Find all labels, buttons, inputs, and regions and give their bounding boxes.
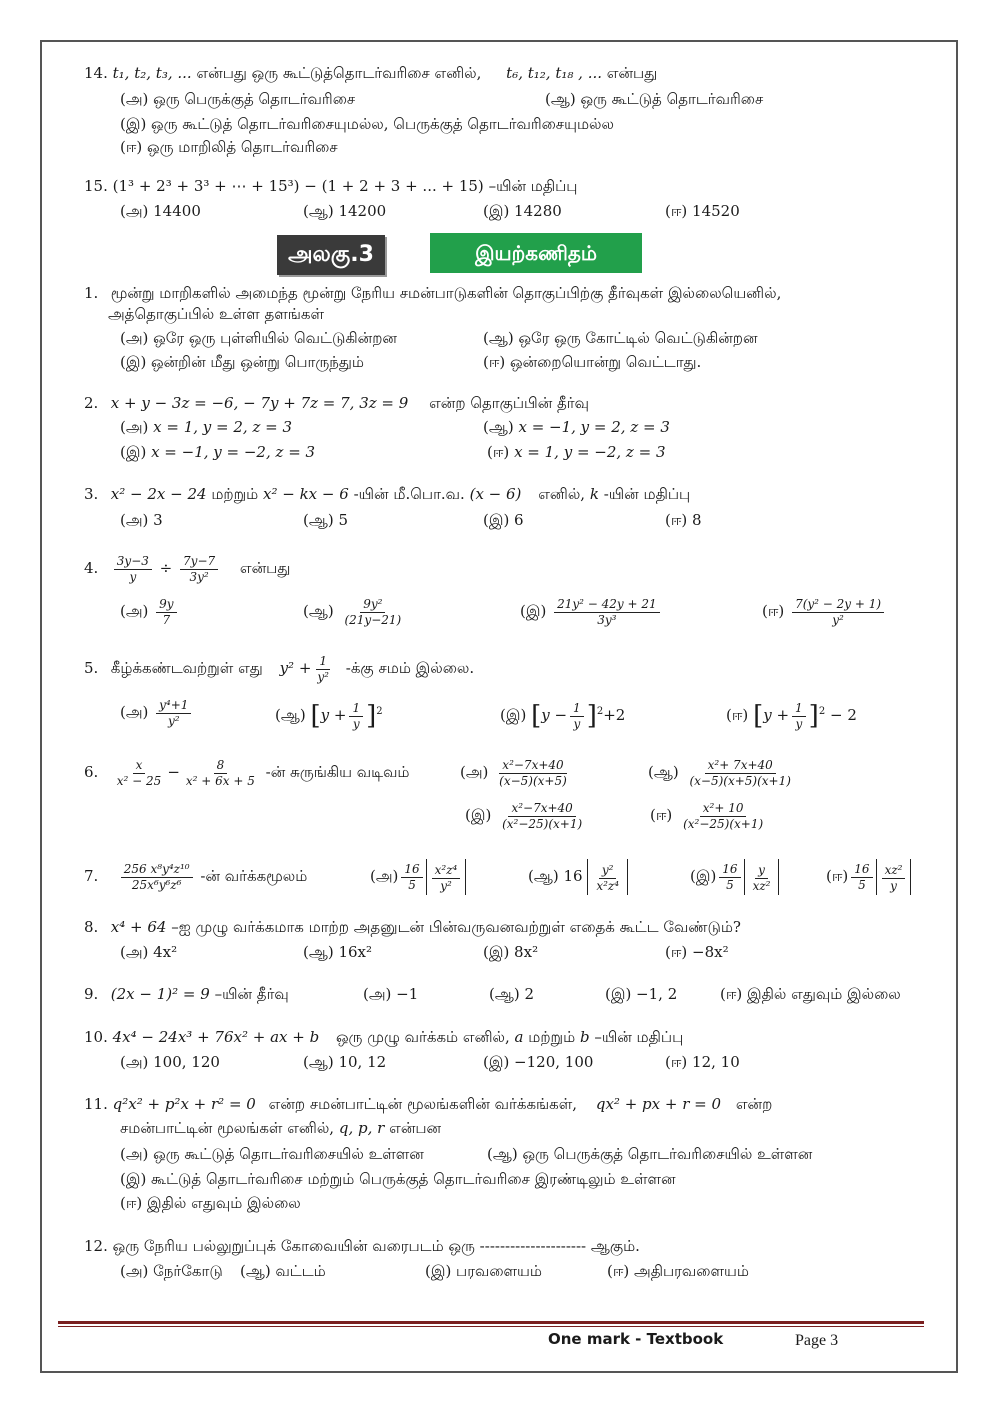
q5-option-a: (அ) $\frac{\text{y⁴+1}}{\text{y²}}$ bbox=[120, 694, 194, 730]
q6-option-d: (ஈ) $\frac{\text{x²+ 10}}{\text{(x²−25)(x+1)}}$ bbox=[650, 800, 764, 831]
q1-option-d: (ஈ) ஒன்றையொன்று வெட்டாது. bbox=[483, 353, 702, 371]
footer-label: One mark - Textbook bbox=[548, 1330, 724, 1348]
q3-option-b: (ஆ) 5 bbox=[303, 511, 348, 529]
footer-rule-thin bbox=[58, 1326, 924, 1327]
q12-option-a: (அ) நேர்கோடு bbox=[120, 1262, 223, 1280]
page-number: Page 3 bbox=[795, 1332, 839, 1349]
q10-option-c: (இ) −120, 100 bbox=[483, 1053, 594, 1071]
q4-option-b: (ஆ) $\frac{\text{9y²}}{(21y-21)}$ bbox=[303, 596, 402, 627]
q2-option-b: (ஆ) x = −1, y = 2, z = 3 bbox=[483, 418, 670, 436]
q7-option-d: (ஈ) $\frac{16}{5}$ $\frac{\text{xz²}}{y}$ bbox=[826, 858, 911, 895]
q14-option-a: (அ) ஒரு பெருக்குத் தொடர்வரிசை bbox=[120, 90, 356, 108]
q15-option-b: (ஆ) 14200 bbox=[303, 202, 387, 220]
q1-option-b: (ஆ) ஒரே ஒரு கோட்டில் வெட்டுகின்றன bbox=[483, 329, 758, 347]
q2-option-c: (இ) x = −1, y = −2, z = 3 bbox=[120, 443, 316, 461]
question-6: 6. $\frac{x}{\text{x² − 25}}$ − $\frac{8}{\text{x² + 6x + 5}}$ -ன் சுருங்கிய வடிவம் bbox=[84, 757, 410, 788]
question-8: 8. x⁴ + 64 –ஐ முழு வர்க்கமாக மாற்ற அதனுடன் பின்வருவனவற்றுள் எதைக் கூட்ட வேண்டும்? bbox=[84, 918, 741, 936]
q15-option-c: (இ) 14280 bbox=[483, 202, 562, 220]
q1-option-a: (அ) ஒரே ஒரு புள்ளியில் வெட்டுகின்றன bbox=[120, 329, 397, 347]
q7-option-a: (அ) $\frac{16}{5}$ $\frac{\text{x²z⁴}}{\text{y²}}$ bbox=[370, 858, 466, 895]
question-4: 4. $\frac{3y-3}{y}$ ÷ $\frac{7y-7}{\text{3y²}}$ என்பது bbox=[84, 553, 291, 584]
q1-stem-line2: அத்தொகுப்பில் உள்ள தளங்கள் bbox=[108, 305, 325, 323]
q8-option-b: (ஆ) 16x² bbox=[303, 943, 373, 961]
q9-option-d: (ஈ) இதில் எதுவும் இல்லை bbox=[720, 985, 901, 1003]
question-7: 7. $\frac{\text{256 x⁸y⁴z¹⁰}}{\text{25x⁶y⁶z⁶}}$ -ன் வர்க்கமூலம் bbox=[84, 861, 308, 892]
q15-option-a: (அ) 14400 bbox=[120, 202, 201, 220]
q4-option-c: (இ) $\frac{\text{21y² − 42y + 21}}{\text{3y³}}$ bbox=[520, 593, 663, 629]
question-3: 3. x² − 2x − 24 மற்றும் x² − kx − 6 -யின் மீ.பொ.வ. (x − 6) எனில், k -யின் மதிப்பு bbox=[84, 485, 691, 503]
q4-option-d: (ஈ) $\frac{\text{7(y² − 2y + 1)}}{\text{y²}}$ bbox=[762, 593, 887, 629]
chapter-title-badge: இயற்கணிதம் bbox=[430, 233, 642, 273]
q9-option-b: (ஆ) 2 bbox=[489, 985, 534, 1003]
q5-option-c: (இ) [y − $\frac{1}{y}$ ]$^2$+2 bbox=[500, 700, 626, 731]
q6-option-b: (ஆ) $\frac{\text{x²+ 7x+40}}{(x-5)(x+5)(x+1)}$ bbox=[648, 757, 791, 788]
q14-option-d: (ஈ) ஒரு மாறிலித் தொடர்வரிசை bbox=[120, 138, 338, 156]
footer-rule-thick bbox=[58, 1321, 924, 1324]
question-1: 1. மூன்று மாறிகளில் அமைந்த மூன்று நேரிய சமன்பாடுகளின் தொகுப்பிற்கு தீர்வுகள் இல்லையெனில், bbox=[84, 284, 782, 302]
q11-option-c: (இ) கூட்டுத் தொடர்வரிசை மற்றும் பெருக்குத் தொடர்வரிசை இரண்டிலும் உள்ளன bbox=[120, 1170, 676, 1188]
q6-option-c: (இ) $\frac{\text{x²−7x+40}}{\text{(x²−25)(x+1)}}$ bbox=[465, 800, 583, 831]
q9-option-c: (இ) −1, 2 bbox=[605, 985, 678, 1003]
q5-option-b: (ஆ) [y + $\frac{1}{y}$ ]$^2$ bbox=[275, 700, 383, 731]
q7-option-c: (இ) $\frac{16}{5}$ $\frac{y}{\text{xz²}}$ bbox=[690, 858, 779, 895]
question-11: 11. q²x² + p²x + r² = 0 என்ற சமன்பாட்டின் மூலங்களின் வர்க்கங்கள், qx² + px + r = 0 என்ற bbox=[84, 1095, 773, 1113]
q11-option-b: (ஆ) ஒரு பெருக்குத் தொடர்வரிசையில் உள்ளன bbox=[487, 1145, 813, 1163]
q8-option-a: (அ) 4x² bbox=[120, 943, 178, 961]
q10-option-b: (ஆ) 10, 12 bbox=[303, 1053, 387, 1071]
question-15: 15. (1³ + 2³ + 3³ + ⋯ + 15³) − (1 + 2 + 3 + ... + 15) –யின் மதிப்பு bbox=[84, 177, 578, 195]
question-10: 10. 4x⁴ − 24x³ + 76x² + ax + b ஒரு முழு வர்க்கம் எனில், a மற்றும் b –யின் மதிப்பு bbox=[84, 1028, 684, 1046]
q3-option-d: (ஈ) 8 bbox=[665, 511, 702, 529]
q4-fraction-2: $\frac{7y-7}{\text{3y²}}$ bbox=[180, 554, 218, 585]
q3-option-c: (இ) 6 bbox=[483, 511, 524, 529]
q12-option-d: (ஈ) அதிபரவளையம் bbox=[607, 1262, 749, 1280]
q15-option-d: (ஈ) 14520 bbox=[665, 202, 740, 220]
question-9: 9. (2x − 1)² = 9 –யின் தீர்வு bbox=[84, 985, 289, 1003]
question-14: 14. t₁, t₂, t₃, ... என்பது ஒரு கூட்டுத்தொடர்வரிசை எனில், t₆, t₁₂, t₁₈ , ... என்பது bbox=[84, 64, 658, 82]
q12-option-c: (இ) பரவளையம் bbox=[425, 1262, 542, 1280]
question-2: 2. x + y − 3z = −6, − 7y + 7z = 7, 3z = 9 என்ற தொகுப்பின் தீர்வு bbox=[84, 394, 589, 412]
question-5: 5. கீழ்க்கண்டவற்றுள் எது y² + $\frac{1}{\text{y²}}$ -க்கு சமம் இல்லை. bbox=[84, 653, 475, 684]
q12-option-b: (ஆ) வட்டம் bbox=[240, 1262, 326, 1280]
q11-option-d: (ஈ) இதில் எதுவும் இல்லை bbox=[120, 1194, 301, 1212]
q5-option-d: (ஈ) [y + $\frac{1}{y}$ ]$^2$ − 2 bbox=[726, 700, 857, 731]
q14-option-b: (ஆ) ஒரு கூட்டுத் தொடர்வரிசை bbox=[545, 90, 764, 108]
q7-option-b: (ஆ) 16 $\frac{\text{y²}}{\text{x²z⁴}}$ bbox=[528, 858, 628, 895]
q3-option-a: (அ) 3 bbox=[120, 511, 163, 529]
q11-stem-line2: சமன்பாட்டின் மூலங்கள் எனில், q, p, r என்பன bbox=[120, 1119, 442, 1137]
question-12: 12. ஒரு நேரிய பல்லுறுப்புக் கோவையின் வரைபடம் ஒரு --------------------- ஆகும். bbox=[84, 1237, 640, 1255]
q2-option-d: (ஈ) x = 1, y = −2, z = 3 bbox=[487, 443, 666, 461]
q10-option-d: (ஈ) 12, 10 bbox=[665, 1053, 740, 1071]
q11-option-a: (அ) ஒரு கூட்டுத் தொடர்வரிசையில் உள்ளன bbox=[120, 1145, 424, 1163]
q4-option-a: (அ) $\frac{9y}{7}$ bbox=[120, 593, 180, 629]
q1-option-c: (இ) ஒன்றின் மீது ஒன்று பொருந்தும் bbox=[120, 353, 364, 371]
q9-option-a: (அ) −1 bbox=[363, 985, 419, 1003]
unit-badge: அலகு.3 bbox=[277, 235, 385, 275]
q10-option-a: (அ) 100, 120 bbox=[120, 1053, 220, 1071]
q6-option-a: (அ) $\frac{\text{x²−7x+40}}{(x-5)(x+5)}$ bbox=[460, 757, 567, 788]
q14-option-c: (இ) ஒரு கூட்டுத் தொடர்வரிசையுமல்ல, பெருக்குத் தொடர்வரிசையுமல்ல bbox=[120, 115, 614, 133]
q8-option-c: (இ) 8x² bbox=[483, 943, 539, 961]
q4-fraction-1: $\frac{3y-3}{y}$ bbox=[114, 554, 152, 585]
q8-option-d: (ஈ) −8x² bbox=[665, 943, 729, 961]
q2-option-a: (அ) x = 1, y = 2, z = 3 bbox=[120, 418, 293, 436]
